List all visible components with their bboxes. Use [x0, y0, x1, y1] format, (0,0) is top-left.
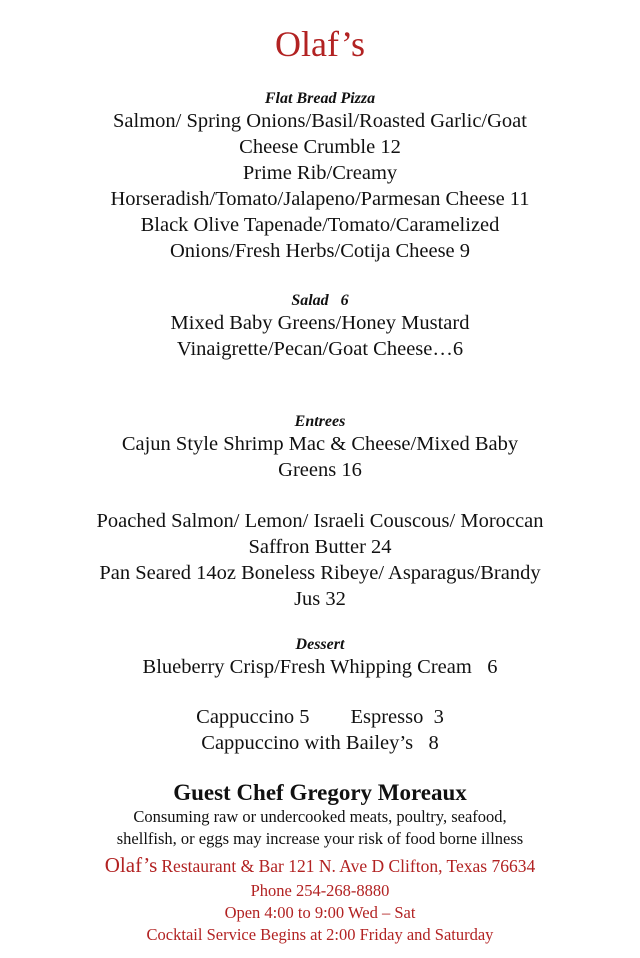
menu-item-line: Onions/Fresh Herbs/Cotija Cheese 9	[169, 240, 471, 262]
menu-item-line: Greens 16	[278, 459, 362, 481]
menu-item-line: Salmon/ Spring Onions/Basil/Roasted Garlic/Goat	[113, 110, 527, 132]
menu-item-line: Vinaigrette/Pecan/Goat Cheese…6	[176, 338, 464, 360]
menu-item-line: Mixed Baby Greens/Honey Mustard	[170, 312, 470, 334]
salad-section	[0, 292, 640, 362]
address-restaurant-name: Olaf’s	[104, 853, 158, 877]
flatbread-heading: Flat Bread Pizza	[264, 90, 376, 107]
restaurant-address	[0, 852, 640, 880]
menu-item-line: Pan Seared 14oz Boneless Ribeye/ Asparagus/Brandy	[99, 562, 541, 584]
dessert-section	[0, 636, 640, 680]
drinks-section	[0, 704, 640, 756]
entrees-section	[0, 413, 640, 483]
menu-item-line: Cajun Style Shrimp Mac & Cheese/Mixed Baby	[121, 433, 519, 455]
menu-item-line: Cheese Crumble 12	[239, 136, 401, 158]
entrees-section-continued	[0, 508, 640, 612]
cocktail-service-note: Cocktail Service Begins at 2:00 Friday and Saturday	[146, 925, 494, 944]
footer	[0, 780, 640, 946]
menu-item-line: Horseradish/Tomato/Jalapeno/Parmesan Cheese 11	[110, 188, 530, 210]
phone-number: Phone 254-268-8880	[250, 881, 390, 900]
address-details: Restaurant & Bar 121 N. Ave D Clifton, Texas 76634	[161, 856, 536, 876]
opening-hours: Open 4:00 to 9:00 Wed – Sat	[224, 903, 416, 922]
menu-item-line: Blueberry Crisp/Fresh Whipping Cream 6	[142, 656, 498, 678]
menu-item-line: Saffron Butter 24	[248, 536, 392, 558]
drink-line: Cappuccino 5 Espresso 3	[196, 706, 444, 728]
menu-item-line: Black Olive Tapenade/Tomato/Caramelized	[140, 214, 500, 236]
menu-item-line: Jus 32	[294, 588, 346, 610]
dessert-heading: Dessert	[295, 636, 345, 653]
menu-item-line: Prime Rib/Creamy	[242, 162, 398, 184]
guest-chef-heading: Guest Chef Gregory Moreaux	[173, 780, 467, 805]
salad-heading: Salad 6	[291, 292, 349, 309]
food-safety-notice-line-2: shellfish, or eggs may increase your risk of food borne illness	[116, 829, 524, 848]
food-safety-notice-line-1: Consuming raw or undercooked meats, poultry, seafood,	[133, 807, 507, 826]
entrees-heading: Entrees	[294, 413, 346, 430]
restaurant-title: Olaf’s	[275, 24, 365, 64]
menu-item-line: Poached Salmon/ Lemon/ Israeli Couscous/ Moroccan	[96, 510, 544, 532]
flatbread-section	[0, 90, 640, 264]
drink-line: Cappuccino with Bailey’s 8	[201, 732, 439, 754]
